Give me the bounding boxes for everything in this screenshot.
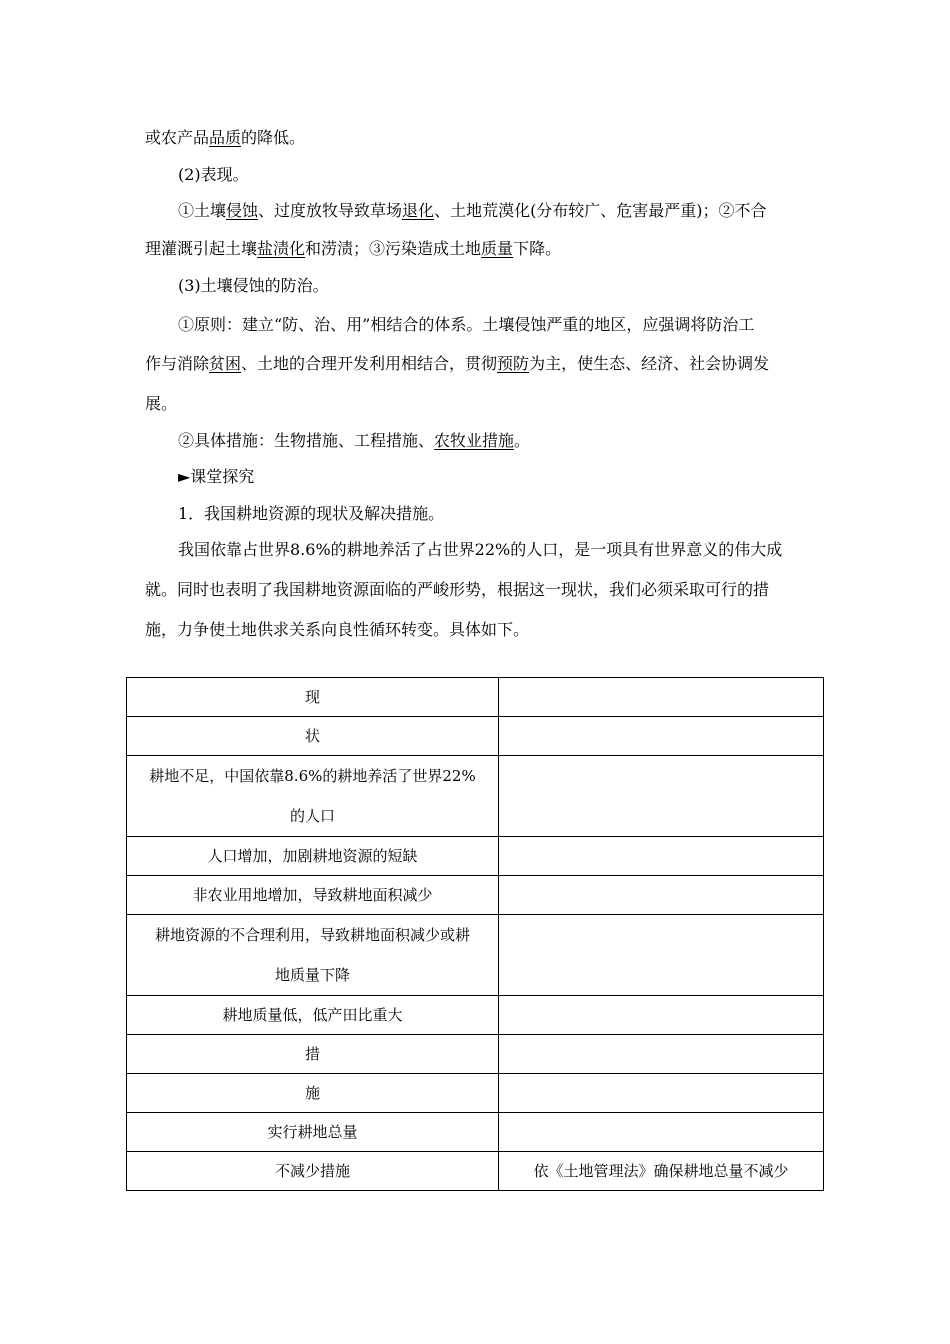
table-cell bbox=[499, 1035, 824, 1074]
text-span: 、土地荒漠化(分布较广、危害最严重)；②不合 bbox=[434, 201, 767, 220]
paragraph-line: 展。 bbox=[145, 394, 178, 413]
paragraph-line: 施，力争使土地供求关系向良性循环转变。具体如下。 bbox=[145, 620, 530, 639]
text-span: 下降。 bbox=[513, 239, 562, 258]
table-cell bbox=[127, 756, 499, 837]
paragraph-line bbox=[145, 128, 810, 148]
table-row bbox=[127, 876, 824, 915]
cell-text: 的人口 bbox=[289, 807, 335, 825]
underlined-term: 盐渍化 bbox=[257, 239, 306, 258]
table-cell bbox=[127, 996, 499, 1035]
table-cell bbox=[499, 915, 824, 996]
table-row bbox=[127, 678, 824, 717]
underlined-term: 品质 bbox=[209, 128, 242, 147]
table-cell bbox=[499, 996, 824, 1035]
underlined-term: 预防 bbox=[497, 354, 530, 373]
text-span: ①土壤 bbox=[178, 201, 227, 220]
table-cell bbox=[127, 1113, 499, 1152]
cell-text: 现 bbox=[304, 688, 320, 706]
cell-text: 非农业用地增加，导致耕地面积减少 bbox=[192, 886, 433, 904]
section-marker: ►课堂探究 bbox=[178, 467, 255, 486]
table-cell bbox=[127, 915, 499, 996]
table-cell bbox=[499, 876, 824, 915]
text-span: 为主，使生态、经济、社会协调发 bbox=[529, 354, 770, 373]
text-span: 、过度放牧导致草场 bbox=[258, 201, 403, 220]
cell-text: 人口增加，加剧耕地资源的短缺 bbox=[207, 847, 418, 865]
cell-text: 施 bbox=[304, 1084, 320, 1102]
table-cell bbox=[127, 1074, 499, 1113]
paragraph-line: ①原则：建立“防、治、用”相结合的体系。土壤侵蚀严重的地区，应强调将防治工 bbox=[178, 315, 755, 334]
paragraph-line: 就。同时也表明了我国耕地资源面临的严峻形势，根据这一现状，我们必须采取可行的措 bbox=[145, 580, 770, 599]
table-cell bbox=[499, 717, 824, 756]
text-span: 和涝渍；③污染造成土地 bbox=[305, 239, 482, 258]
text-span: ②具体措施：生物措施、工程措施、 bbox=[178, 431, 435, 450]
table-row bbox=[127, 1035, 824, 1074]
underlined-term: 农牧业措施 bbox=[434, 431, 515, 450]
text-span: 或农产品 bbox=[145, 128, 210, 147]
text-span: 。 bbox=[514, 431, 531, 450]
table-cell bbox=[499, 1113, 824, 1152]
table-row bbox=[127, 717, 824, 756]
table-cell bbox=[127, 837, 499, 876]
underlined-term: 贫困 bbox=[209, 354, 242, 373]
cell-text: 状 bbox=[304, 727, 320, 745]
cell-text: 地质量下降 bbox=[274, 966, 350, 984]
text-span: 作与消除 bbox=[145, 354, 210, 373]
paragraph-line: 我国依靠占世界8.6%的耕地养活了占世界22%的人口，是一项具有世界意义的伟大成 bbox=[178, 540, 783, 559]
table-cell bbox=[499, 756, 824, 837]
section-heading: (2)表现。 bbox=[178, 165, 249, 184]
table-row bbox=[127, 756, 824, 837]
cell-text: 实行耕地总量 bbox=[267, 1123, 358, 1141]
table-row bbox=[127, 1113, 824, 1152]
paragraph-line bbox=[145, 354, 810, 374]
question-heading: 1．我国耕地资源的现状及解决措施。 bbox=[178, 504, 445, 523]
cell-text: 措 bbox=[304, 1045, 320, 1063]
text-span: 的降低。 bbox=[241, 128, 306, 147]
section-heading: (3)土壤侵蚀的防治。 bbox=[178, 276, 329, 295]
table-row bbox=[127, 1074, 824, 1113]
table-row bbox=[127, 1152, 824, 1191]
cell-text: 依《土地管理法》确保耕地总量不减少 bbox=[533, 1162, 789, 1180]
table-cell bbox=[499, 1074, 824, 1113]
table-cell bbox=[127, 1035, 499, 1074]
table-row bbox=[127, 996, 824, 1035]
table-row bbox=[127, 837, 824, 876]
cell-text: 耕地资源的不合理利用，导致耕地面积减少或耕 bbox=[154, 926, 470, 944]
cell-text: 耕地不足，中国依靠8.6%的耕地养活了世界22% bbox=[149, 767, 476, 785]
table-cell bbox=[127, 678, 499, 717]
table-cell bbox=[499, 837, 824, 876]
underlined-term: 质量 bbox=[481, 239, 514, 258]
paragraph-line bbox=[178, 431, 843, 451]
table-cell bbox=[127, 876, 499, 915]
farmland-table bbox=[126, 677, 824, 1191]
text-span: 、土地的合理开发利用相结合，贯彻 bbox=[241, 354, 498, 373]
cell-text: 耕地质量低，低产田比重大 bbox=[222, 1006, 403, 1024]
table-cell bbox=[499, 1152, 824, 1191]
table-cell bbox=[127, 717, 499, 756]
table-cell bbox=[499, 678, 824, 717]
table-row bbox=[127, 915, 824, 996]
paragraph-line bbox=[178, 201, 843, 221]
text-span: 理灌溉引起土壤 bbox=[145, 239, 258, 258]
table-cell bbox=[127, 1152, 499, 1191]
underlined-term: 退化 bbox=[402, 201, 435, 220]
cell-text: 不减少措施 bbox=[274, 1162, 350, 1180]
paragraph-line bbox=[145, 239, 810, 259]
underlined-term: 侵蚀 bbox=[226, 201, 259, 220]
